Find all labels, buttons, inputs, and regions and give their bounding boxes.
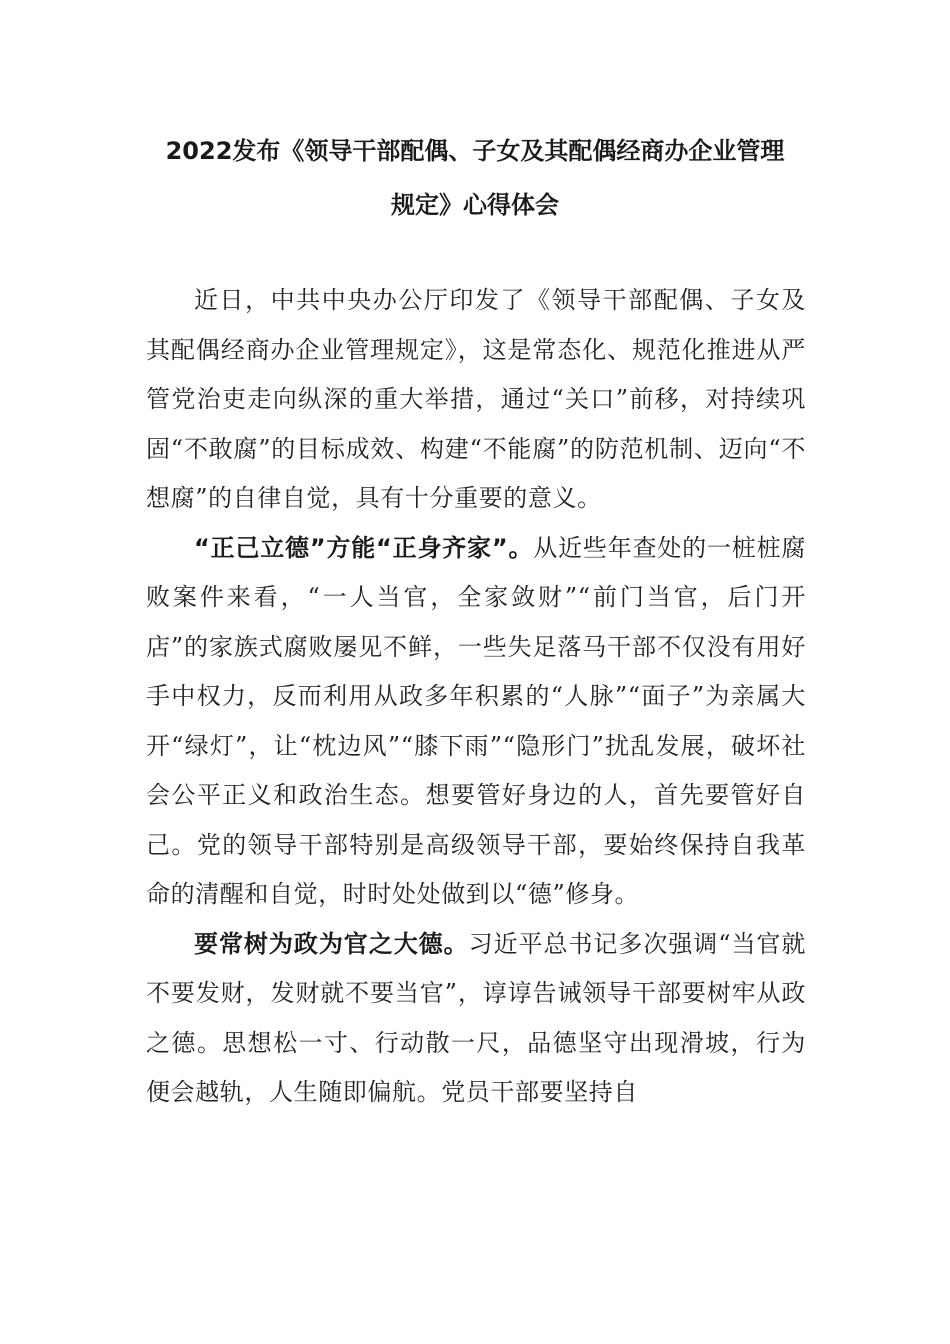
paragraph-lead: 要常树为政为官之大德。	[194, 929, 469, 958]
paragraph-text: 从近些年查处的一桩桩腐败案件来看，“一人当官，全家敛财”“前门当官，后门开店”的家族式腐败屡见不鲜，一些失足落马干部不仅没有用好手中权力，反而利用从政多年积累的“人脉”“面子”为亲属大开“绿灯”，让“枕边风”“膝下雨”“隐形门”扰乱发展，破坏社会公平正义和政治生态。想要管好身边的人，首先要管好自己。党的领导干部特别是高级领导干部，要始终保持自我革命的清醒和自觉，时时处处做到以“德”修身。	[146, 533, 806, 908]
paragraph-text: 习近平总书记多次强调“当官就不要发财，发财就不要当官”，谆谆告诫领导干部要树牢从政之德。思想松一寸、行动散一尺，品德坚守出现滑坡，行为便会越轨，人生随即偏航。党员干部要坚持自	[146, 929, 807, 1106]
paragraph-zhengji-lide	[146, 524, 806, 920]
paragraph-lead: “正己立德”方能“正身齐家”。	[194, 533, 534, 562]
document-body	[146, 276, 806, 1118]
paragraph-changshu-dade	[146, 920, 806, 1118]
document-title-line-1: 2022发布《领导干部配偶、子女及其配偶经商办企业管理	[165, 137, 785, 165]
paragraph-intro	[146, 276, 806, 524]
document-title	[120, 124, 830, 232]
document-title-line-2: 规定》心得体会	[391, 191, 559, 219]
paragraph-text: 近日，中共中央办公厅印发了《领导干部配偶、子女及其配偶经商办企业管理规定》，这是常态化、规范化推进从严管党治吏走向纵深的重大举措，通过“关口”前移，对持续巩固“不敢腐”的目标成效、构建“不能腐”的防范机制、迈向“不想腐”的自律自觉，具有十分重要的意义。	[146, 286, 806, 512]
